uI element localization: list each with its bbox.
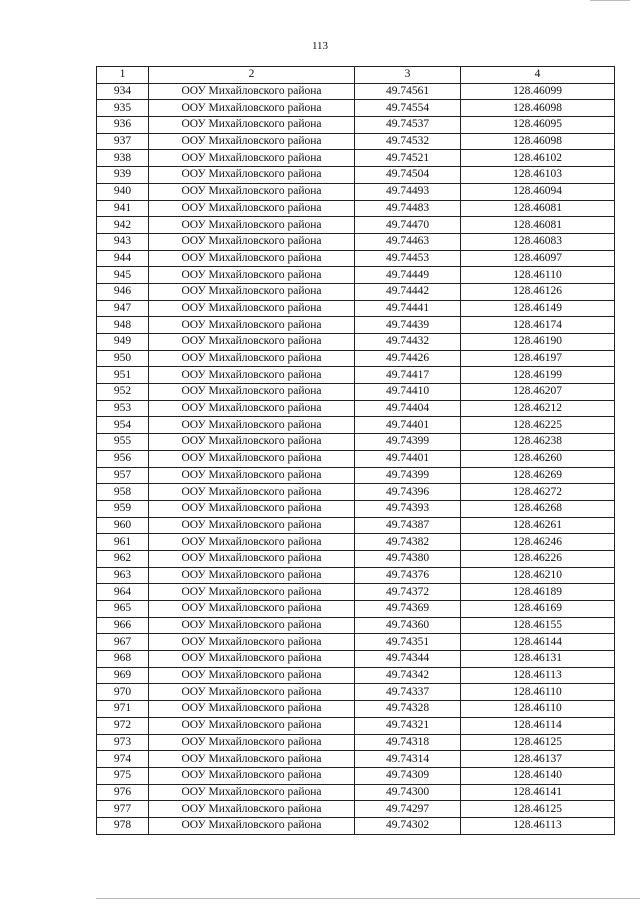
row-number-cell: 976 [97, 784, 149, 801]
table-row [97, 534, 615, 551]
table-row [97, 784, 615, 801]
organization-cell: ООУ Михайловского района [149, 534, 355, 551]
longitude-cell: 128.46102 [461, 150, 615, 167]
table-row [97, 183, 615, 200]
longitude-cell: 128.46260 [461, 450, 615, 467]
latitude-cell: 49.74318 [355, 734, 461, 751]
table-row [97, 117, 615, 134]
longitude-cell: 128.46094 [461, 183, 615, 200]
organization-cell: ООУ Михайловского района [149, 484, 355, 501]
latitude-cell: 49.74432 [355, 334, 461, 351]
latitude-cell: 49.74396 [355, 484, 461, 501]
organization-cell: ООУ Михайловского района [149, 334, 355, 351]
longitude-cell: 128.46199 [461, 367, 615, 384]
table-row [97, 484, 615, 501]
table-header-row [97, 67, 615, 84]
row-number-cell: 947 [97, 300, 149, 317]
table-row [97, 517, 615, 534]
latitude-cell: 49.74401 [355, 450, 461, 467]
table-row [97, 334, 615, 351]
table-row [97, 801, 615, 818]
table-row [97, 550, 615, 567]
column-header: 3 [355, 67, 461, 84]
row-number-cell: 972 [97, 717, 149, 734]
organization-cell: ООУ Михайловского района [149, 83, 355, 100]
row-number-cell: 971 [97, 701, 149, 718]
latitude-cell: 49.74344 [355, 651, 461, 668]
table-row [97, 467, 615, 484]
scan-edge-mark [590, 0, 630, 1]
organization-cell: ООУ Михайловского района [149, 217, 355, 234]
row-number-cell: 968 [97, 651, 149, 668]
longitude-cell: 128.46269 [461, 467, 615, 484]
table-row [97, 500, 615, 517]
latitude-cell: 49.74453 [355, 250, 461, 267]
table-row [97, 100, 615, 117]
longitude-cell: 128.46174 [461, 317, 615, 334]
organization-cell: ООУ Михайловского района [149, 100, 355, 117]
row-number-cell: 948 [97, 317, 149, 334]
table-row [97, 233, 615, 250]
longitude-cell: 128.46226 [461, 550, 615, 567]
organization-cell: ООУ Михайловского района [149, 267, 355, 284]
table-row [97, 817, 615, 834]
longitude-cell: 128.46246 [461, 534, 615, 551]
longitude-cell: 128.46110 [461, 684, 615, 701]
table-row [97, 200, 615, 217]
organization-cell: ООУ Михайловского района [149, 400, 355, 417]
row-number-cell: 936 [97, 117, 149, 134]
row-number-cell: 951 [97, 367, 149, 384]
row-number-cell: 938 [97, 150, 149, 167]
row-number-cell: 962 [97, 550, 149, 567]
table-row [97, 384, 615, 401]
latitude-cell: 49.74297 [355, 801, 461, 818]
table-row [97, 751, 615, 768]
latitude-cell: 49.74449 [355, 267, 461, 284]
row-number-cell: 952 [97, 384, 149, 401]
table-body [97, 83, 615, 834]
longitude-cell: 128.46207 [461, 384, 615, 401]
column-header: 2 [149, 67, 355, 84]
row-number-cell: 974 [97, 751, 149, 768]
row-number-cell: 942 [97, 217, 149, 234]
longitude-cell: 128.46189 [461, 584, 615, 601]
organization-cell: ООУ Михайловского района [149, 434, 355, 451]
coordinates-table [96, 66, 615, 835]
longitude-cell: 128.46225 [461, 417, 615, 434]
row-number-cell: 977 [97, 801, 149, 818]
row-number-cell: 955 [97, 434, 149, 451]
row-number-cell: 966 [97, 617, 149, 634]
row-number-cell: 969 [97, 667, 149, 684]
longitude-cell: 128.46083 [461, 233, 615, 250]
latitude-cell: 49.74302 [355, 817, 461, 834]
longitude-cell: 128.46190 [461, 334, 615, 351]
row-number-cell: 973 [97, 734, 149, 751]
row-number-cell: 957 [97, 467, 149, 484]
latitude-cell: 49.74351 [355, 634, 461, 651]
organization-cell: ООУ Михайловского района [149, 317, 355, 334]
latitude-cell: 49.74387 [355, 517, 461, 534]
latitude-cell: 49.74314 [355, 751, 461, 768]
row-number-cell: 970 [97, 684, 149, 701]
latitude-cell: 49.74328 [355, 701, 461, 718]
longitude-cell: 128.46081 [461, 217, 615, 234]
table-row [97, 317, 615, 334]
latitude-cell: 49.74372 [355, 584, 461, 601]
organization-cell: ООУ Михайловского района [149, 667, 355, 684]
organization-cell: ООУ Михайловского района [149, 717, 355, 734]
latitude-cell: 49.74399 [355, 434, 461, 451]
row-number-cell: 939 [97, 167, 149, 184]
longitude-cell: 128.46125 [461, 734, 615, 751]
organization-cell: ООУ Михайловского района [149, 734, 355, 751]
organization-cell: ООУ Михайловского района [149, 651, 355, 668]
organization-cell: ООУ Михайловского района [149, 550, 355, 567]
table-row [97, 684, 615, 701]
row-number-cell: 958 [97, 484, 149, 501]
latitude-cell: 49.74399 [355, 467, 461, 484]
longitude-cell: 128.46210 [461, 567, 615, 584]
table-row [97, 300, 615, 317]
row-number-cell: 953 [97, 400, 149, 417]
table-row [97, 83, 615, 100]
table-row [97, 367, 615, 384]
latitude-cell: 49.74401 [355, 417, 461, 434]
latitude-cell: 49.74561 [355, 83, 461, 100]
organization-cell: ООУ Михайловского района [149, 250, 355, 267]
table-row [97, 734, 615, 751]
longitude-cell: 128.46098 [461, 133, 615, 150]
longitude-cell: 128.46197 [461, 350, 615, 367]
organization-cell: ООУ Михайловского района [149, 500, 355, 517]
latitude-cell: 49.74382 [355, 534, 461, 551]
longitude-cell: 128.46131 [461, 651, 615, 668]
latitude-cell: 49.74441 [355, 300, 461, 317]
row-number-cell: 934 [97, 83, 149, 100]
column-header: 4 [461, 67, 615, 84]
longitude-cell: 128.46098 [461, 100, 615, 117]
organization-cell: ООУ Михайловского района [149, 617, 355, 634]
table-row [97, 617, 615, 634]
longitude-cell: 128.46144 [461, 634, 615, 651]
longitude-cell: 128.46095 [461, 117, 615, 134]
latitude-cell: 49.74404 [355, 400, 461, 417]
latitude-cell: 49.74321 [355, 717, 461, 734]
table-row [97, 584, 615, 601]
row-number-cell: 943 [97, 233, 149, 250]
scan-bottom-line [96, 898, 640, 899]
longitude-cell: 128.46081 [461, 200, 615, 217]
latitude-cell: 49.74532 [355, 133, 461, 150]
table-row [97, 150, 615, 167]
longitude-cell: 128.46169 [461, 601, 615, 618]
row-number-cell: 964 [97, 584, 149, 601]
row-number-cell: 941 [97, 200, 149, 217]
row-number-cell: 946 [97, 283, 149, 300]
longitude-cell: 128.46238 [461, 434, 615, 451]
latitude-cell: 49.74380 [355, 550, 461, 567]
latitude-cell: 49.74554 [355, 100, 461, 117]
organization-cell: ООУ Михайловского района [149, 817, 355, 834]
longitude-cell: 128.46272 [461, 484, 615, 501]
latitude-cell: 49.74483 [355, 200, 461, 217]
organization-cell: ООУ Михайловского района [149, 233, 355, 250]
longitude-cell: 128.46137 [461, 751, 615, 768]
row-number-cell: 975 [97, 767, 149, 784]
latitude-cell: 49.74342 [355, 667, 461, 684]
row-number-cell: 949 [97, 334, 149, 351]
latitude-cell: 49.74493 [355, 183, 461, 200]
row-number-cell: 961 [97, 534, 149, 551]
latitude-cell: 49.74410 [355, 384, 461, 401]
table-row [97, 250, 615, 267]
table-row [97, 601, 615, 618]
row-number-cell: 965 [97, 601, 149, 618]
latitude-cell: 49.74369 [355, 601, 461, 618]
row-number-cell: 959 [97, 500, 149, 517]
longitude-cell: 128.46125 [461, 801, 615, 818]
latitude-cell: 49.74360 [355, 617, 461, 634]
longitude-cell: 128.46140 [461, 767, 615, 784]
longitude-cell: 128.46097 [461, 250, 615, 267]
organization-cell: ООУ Михайловского района [149, 200, 355, 217]
organization-cell: ООУ Михайловского района [149, 784, 355, 801]
latitude-cell: 49.74537 [355, 117, 461, 134]
row-number-cell: 956 [97, 450, 149, 467]
organization-cell: ООУ Михайловского района [149, 367, 355, 384]
latitude-cell: 49.74439 [355, 317, 461, 334]
latitude-cell: 49.74504 [355, 167, 461, 184]
organization-cell: ООУ Михайловского района [149, 567, 355, 584]
latitude-cell: 49.74463 [355, 233, 461, 250]
row-number-cell: 937 [97, 133, 149, 150]
table-row [97, 133, 615, 150]
organization-cell: ООУ Михайловского района [149, 517, 355, 534]
latitude-cell: 49.74521 [355, 150, 461, 167]
organization-cell: ООУ Михайловского района [149, 751, 355, 768]
longitude-cell: 128.46268 [461, 500, 615, 517]
page-number: 113 [311, 40, 329, 52]
organization-cell: ООУ Михайловского района [149, 467, 355, 484]
table-row [97, 651, 615, 668]
latitude-cell: 49.74417 [355, 367, 461, 384]
longitude-cell: 128.46110 [461, 701, 615, 718]
table-row [97, 667, 615, 684]
table-row [97, 283, 615, 300]
organization-cell: ООУ Михайловского района [149, 601, 355, 618]
table-row [97, 167, 615, 184]
row-number-cell: 954 [97, 417, 149, 434]
organization-cell: ООУ Михайловского района [149, 384, 355, 401]
organization-cell: ООУ Михайловского района [149, 634, 355, 651]
organization-cell: ООУ Михайловского района [149, 183, 355, 200]
organization-cell: ООУ Михайловского района [149, 133, 355, 150]
row-number-cell: 967 [97, 634, 149, 651]
row-number-cell: 963 [97, 567, 149, 584]
latitude-cell: 49.74426 [355, 350, 461, 367]
row-number-cell: 960 [97, 517, 149, 534]
table-row [97, 717, 615, 734]
latitude-cell: 49.74337 [355, 684, 461, 701]
longitude-cell: 128.46155 [461, 617, 615, 634]
organization-cell: ООУ Михайловского района [149, 417, 355, 434]
table-row [97, 450, 615, 467]
table-row [97, 634, 615, 651]
organization-cell: ООУ Михайловского района [149, 801, 355, 818]
longitude-cell: 128.46099 [461, 83, 615, 100]
row-number-cell: 935 [97, 100, 149, 117]
longitude-cell: 128.46103 [461, 167, 615, 184]
longitude-cell: 128.46114 [461, 717, 615, 734]
table-row [97, 767, 615, 784]
longitude-cell: 128.46110 [461, 267, 615, 284]
organization-cell: ООУ Михайловского района [149, 684, 355, 701]
row-number-cell: 940 [97, 183, 149, 200]
table-row [97, 567, 615, 584]
longitude-cell: 128.46126 [461, 283, 615, 300]
organization-cell: ООУ Михайловского района [149, 150, 355, 167]
longitude-cell: 128.46113 [461, 667, 615, 684]
latitude-cell: 49.74300 [355, 784, 461, 801]
longitude-cell: 128.46149 [461, 300, 615, 317]
table-row [97, 400, 615, 417]
table-row [97, 267, 615, 284]
table-row [97, 217, 615, 234]
organization-cell: ООУ Михайловского района [149, 350, 355, 367]
latitude-cell: 49.74442 [355, 283, 461, 300]
organization-cell: ООУ Михайловского района [149, 117, 355, 134]
row-number-cell: 978 [97, 817, 149, 834]
longitude-cell: 128.46113 [461, 817, 615, 834]
longitude-cell: 128.46261 [461, 517, 615, 534]
latitude-cell: 49.74376 [355, 567, 461, 584]
row-number-cell: 945 [97, 267, 149, 284]
longitude-cell: 128.46212 [461, 400, 615, 417]
column-header: 1 [97, 67, 149, 84]
organization-cell: ООУ Михайловского района [149, 701, 355, 718]
latitude-cell: 49.74393 [355, 500, 461, 517]
table-row [97, 350, 615, 367]
table-row [97, 417, 615, 434]
organization-cell: ООУ Михайловского района [149, 167, 355, 184]
organization-cell: ООУ Михайловского района [149, 450, 355, 467]
organization-cell: ООУ Михайловского района [149, 300, 355, 317]
row-number-cell: 950 [97, 350, 149, 367]
table-row [97, 434, 615, 451]
row-number-cell: 944 [97, 250, 149, 267]
latitude-cell: 49.74309 [355, 767, 461, 784]
organization-cell: ООУ Михайловского района [149, 283, 355, 300]
latitude-cell: 49.74470 [355, 217, 461, 234]
organization-cell: ООУ Михайловского района [149, 767, 355, 784]
organization-cell: ООУ Михайловского района [149, 584, 355, 601]
table-row [97, 701, 615, 718]
longitude-cell: 128.46141 [461, 784, 615, 801]
